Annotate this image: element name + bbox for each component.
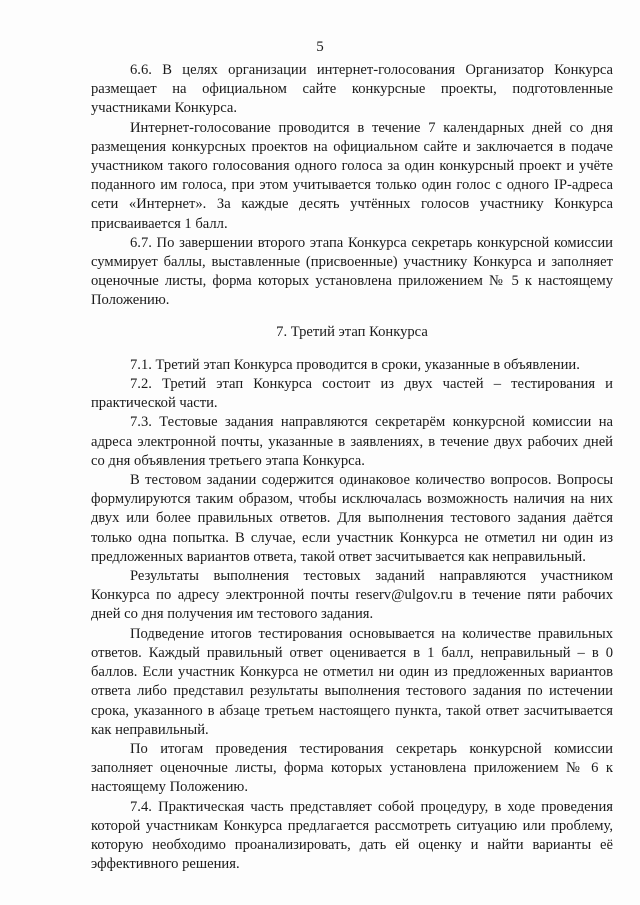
paragraph-test-questions: В тестовом задании содержится одинаковое количество вопросов. Вопросы формулируются таким образом, чтобы исключалась возможность наличия на них двух или более правильных ответов. Для выполнения тестового задания даётся только одна попытка. В случае, если участник Конкурса не отметил ни один из предложенных вариантов ответа, такой ответ засчитывается как неправильный. xyxy=(91,472,613,565)
paragraph-internet-voting: Интернет-голосование проводится в течение 7 календарных дней со дня размещения конкурсных проектов на официальном сайте и заключается в подаче участником такого голосования одного голоса за один конкурсный проект и учёте поданного им голоса, при этом учитывается только один голос с одного IP-адреса сети «Интернет». За каждые десять учтённых голосов участнику Конкурса присваивается 1 балл. xyxy=(91,119,613,232)
paragraph-7-1: 7.1. Третий этап Конкурса проводится в сроки, указанные в объявлении. xyxy=(130,356,580,373)
document-body xyxy=(91,61,613,874)
paragraph-test-scoring: Подведение итогов тестирования основывается на количестве правильных ответов. Каждый правильный ответ оценивается в 1 балл, неправильный – в 0 баллов. Если участник Конкурса не отметил ни один из предложенных вариантов ответа либо представил результаты выполнения тестового задания по истечении срока, указанного в абзаце третьем настоящего пункта, такой ответ засчитывается как неправильный. xyxy=(91,625,613,738)
section-heading: 7. Третий этап Конкурса xyxy=(276,323,428,340)
paragraph-7-3: 7.3. Тестовые задания направляются секретарём конкурсной комиссии на адреса электронной почты, указанные в заявлениях, в течение двух рабочих дней со дня объявления третьего этапа Конкурса. xyxy=(91,414,613,469)
paragraph-test-evaluation-sheets: По итогам проведения тестирования секретарь конкурсной комиссии заполняет оценочные листы, форма которых установлена приложением № 6 к настоящему Положению. xyxy=(91,740,613,796)
paragraph-7-2: 7.2. Третий этап Конкурса состоит из двух частей – тестирования и практической части. xyxy=(91,376,613,412)
page-number: 5 xyxy=(316,39,324,55)
paragraph-6-6: 6.6. В целях организации интернет-голосования Организатор Конкурса размещает на официальном сайте конкурсные проекты, подготовленные участниками Конкурса. xyxy=(91,62,613,117)
paragraph-7-4: 7.4. Практическая часть представляет собой процедуру, в ходе проведения которой участникам Конкурса предлагается рассмотреть ситуацию или проблему, которую необходимо проанализировать, дать ей оценку и найти варианты её эффективного решения. xyxy=(91,798,613,873)
paragraph-test-results: Результаты выполнения тестовых заданий направляются участником Конкурса по адресу электронной почты reserv@ulgov.ru в течение пяти рабочих дней со дня получения им тестового задания. xyxy=(91,568,613,623)
paragraph-6-7: 6.7. По завершении второго этапа Конкурса секретарь конкурсной комиссии суммирует баллы, выставленные (присвоенные) участнику Конкурса и заполняет оценочные листы, форма которых установлена приложением № 5 к настоящему Положению. xyxy=(91,234,613,309)
